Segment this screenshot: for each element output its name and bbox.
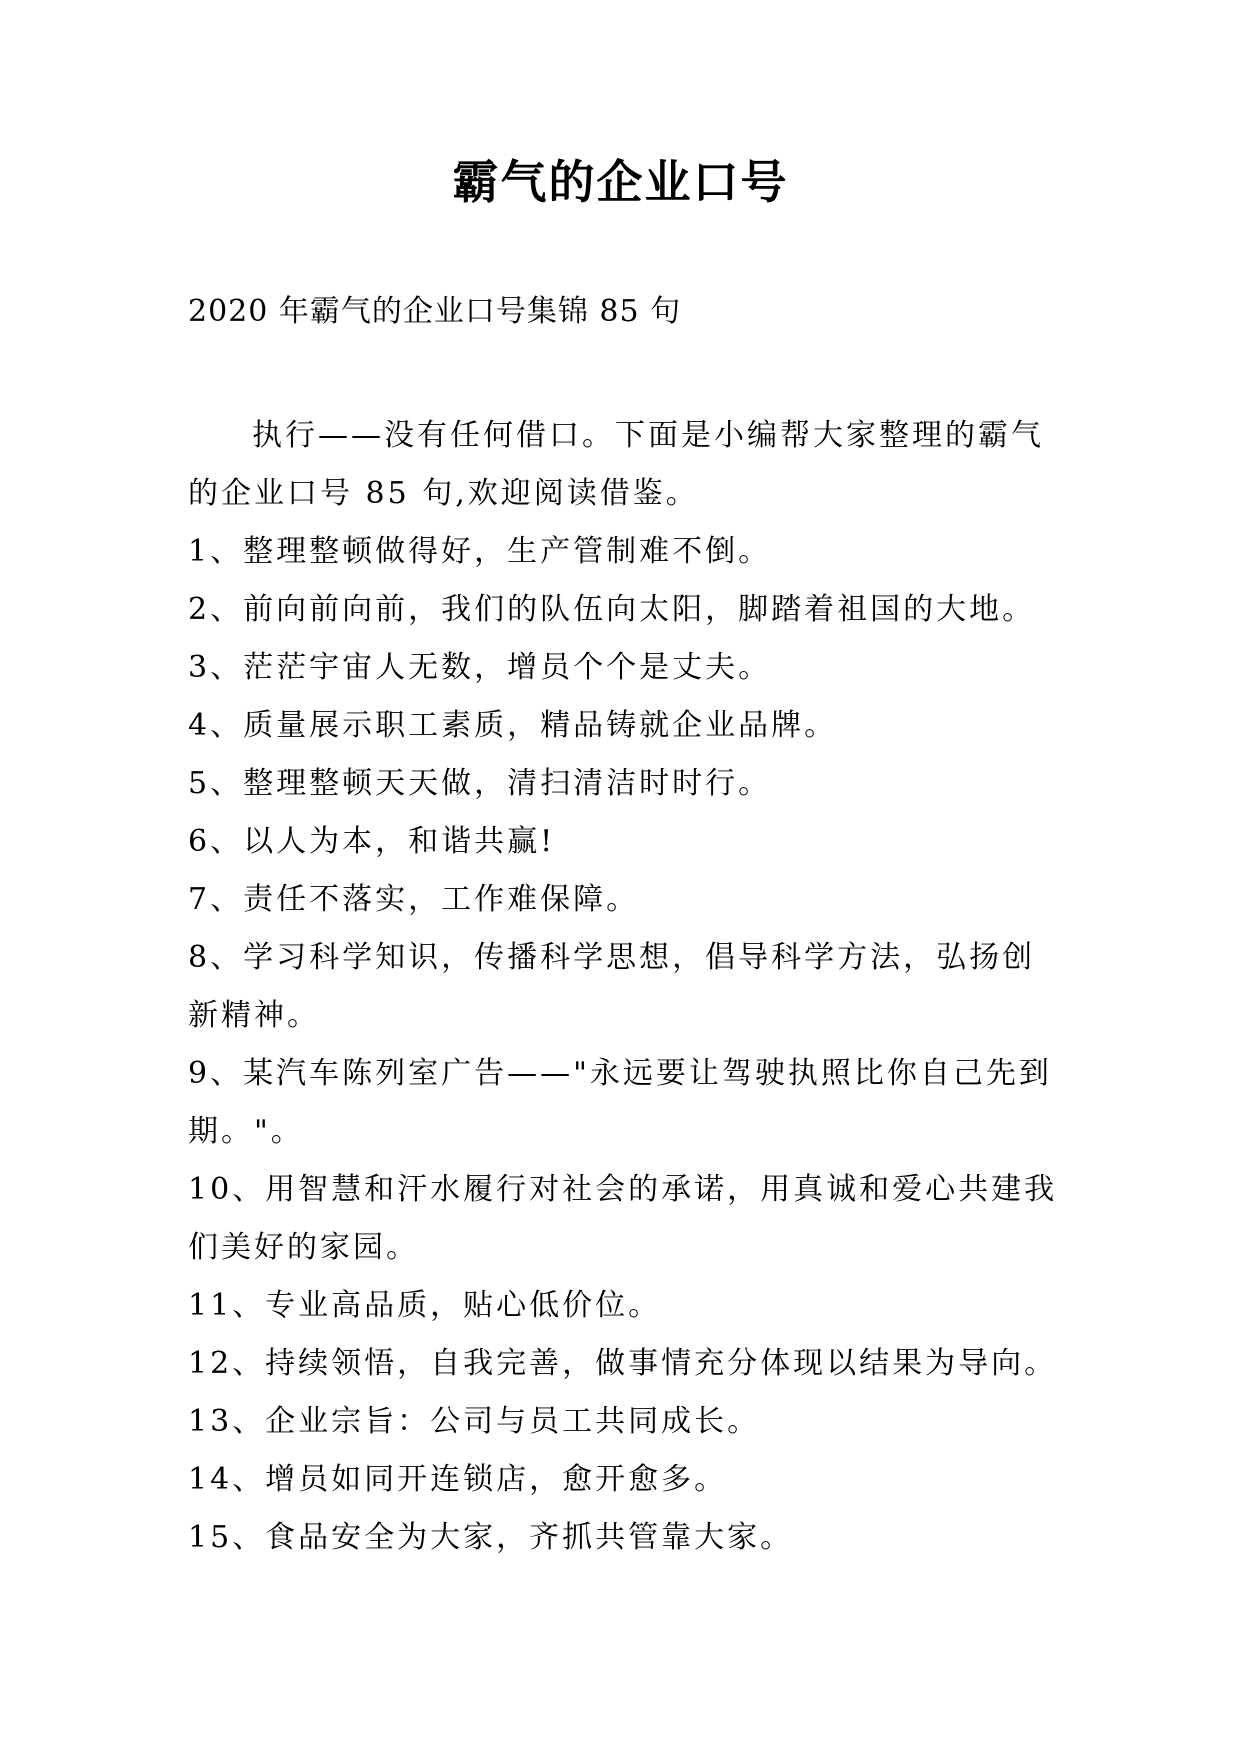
list-item: 8、学习科学知识，传播科学思想，倡导科学方法，弘扬创新精神。	[188, 940, 1036, 1033]
list-item: 7、责任不落实，工作难保障。	[188, 882, 640, 917]
list-item: 6、以人为本，和谐共赢!	[188, 824, 556, 859]
list-item: 9、某汽车陈列室广告——"永远要让驾驶执照比你自己先到期。"。	[188, 1056, 1052, 1149]
list-item: 2、前向前向前，我们的队伍向太阳，脚踏着祖国的大地。	[188, 592, 1036, 627]
list-item: 4、质量展示职工素质，精品铸就企业品牌。	[188, 708, 838, 743]
document-body	[188, 407, 1068, 1567]
list-item: 13、企业宗旨：公司与员工共同成长。	[188, 1404, 761, 1439]
list-item: 14、增员如同开连锁店，愈开愈多。	[188, 1462, 728, 1497]
list-item: 10、用智慧和汗水履行对社会的承诺，用真诚和爱心共建我们美好的家园。	[188, 1172, 1058, 1265]
list-item: 1、整理整顿做得好，生产管制难不倒。	[188, 534, 772, 569]
list-item: 11、专业高品质，贴心低价位。	[188, 1288, 662, 1323]
document-subtitle: 2020 年霸气的企业口号集锦 85 句	[188, 294, 682, 329]
list-item: 5、整理整顿天天做，清扫清洁时时行。	[188, 766, 772, 801]
intro-paragraph: 执行——没有任何借口。下面是小编帮大家整理的霸气的企业口号 85 句,欢迎阅读借鉴。	[188, 418, 1044, 511]
list-item: 15、食品安全为大家，齐抓共管靠大家。	[188, 1520, 794, 1555]
list-item: 3、茫茫宇宙人无数，增员个个是丈夫。	[188, 650, 772, 685]
list-item: 12、持续领悟，自我完善，做事情充分体现以结果为导向。	[188, 1346, 1058, 1381]
document-title: 霸气的企业口号	[452, 155, 789, 209]
